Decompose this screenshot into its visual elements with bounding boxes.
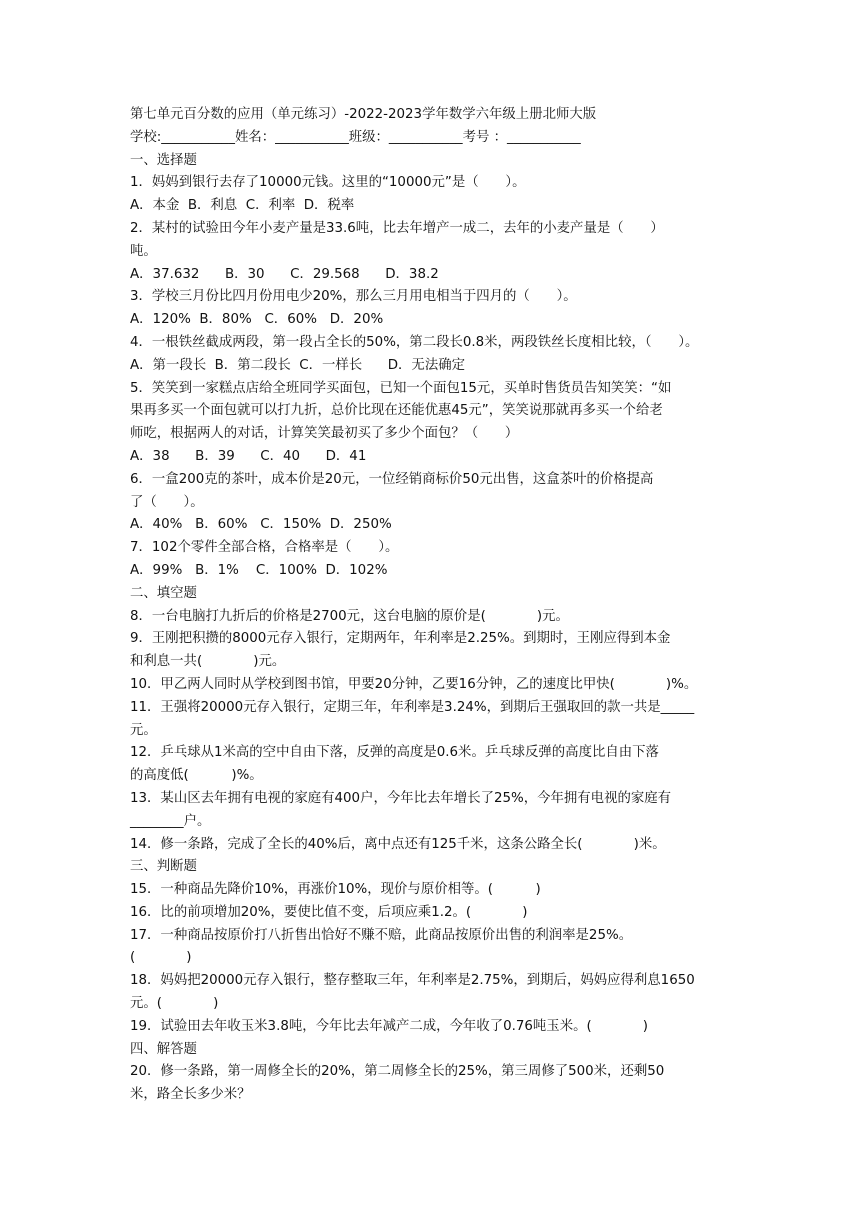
- question-17: 17．一种商品按原价打八折售出恰好不赚不赔，此商品按原价出售的利润率是25%。: [130, 927, 633, 943]
- question-14: 14．修一条路，完成了全长的40%后，离中点还有125千米，这条公路全长( )米。: [130, 836, 666, 852]
- worksheet-body: [130, 104, 732, 1107]
- question-2-cont: 吨。: [130, 243, 157, 259]
- student-info-line: 学校:___________姓名：___________班级：___________考号 ：___________: [130, 129, 581, 145]
- question-18-cont: 元。( ): [130, 996, 219, 1012]
- question-10: 10．甲乙两人同时从学校到图书馆，甲要20分钟，乙要16分钟，乙的速度比甲快( )%。: [130, 676, 698, 692]
- question-2: 2．某村的试验田今年小麦产量是33.6吨，比去年增产一成二，去年的小麦产量是（ ）: [130, 220, 664, 236]
- question-20-cont: 米，路全长多少米？: [130, 1087, 251, 1103]
- worksheet-title: 第七单元百分数的应用（单元练习）-2022-2023学年数学六年级上册北师大版: [130, 107, 597, 122]
- question-4-options: A．第一段长 B．第二段长 C．一样长 D．无法确定: [130, 357, 465, 373]
- question-9-cont: 和利息一共( )元。: [130, 654, 286, 670]
- question-11-cont: 元。: [130, 722, 157, 738]
- question-12: 12．乒乓球从1米高的空中自由下落，反弹的高度是0.6米。乒乓球反弹的高度比自由下落: [130, 745, 659, 761]
- question-6-cont: 了（ ）。: [130, 494, 204, 510]
- question-12-cont: 的高度低( )%。: [130, 768, 263, 784]
- question-11: 11．王强将20000元存入银行，定期三年，年利率是3.24%，到期后王强取回的款一共是_____: [130, 699, 695, 715]
- question-4: 4．一根铁丝截成两段，第一段占全长的50%，第二段长0.8米，两段铁丝长度相比较，（ ）。: [130, 334, 699, 350]
- question-1-options: A．本金 B．利息 C．利率 D．税率: [130, 198, 355, 214]
- question-5-options: A．38 B．39 C．40 D．41: [130, 448, 367, 464]
- question-5: 5．笑笑到一家糕点店给全班同学买面包，已知一个面包15元，买单时售货员告知笑笑：“如: [130, 380, 672, 396]
- question-5-cont: 果再多买一个面包就可以打九折，总价比现在还能优惠45元”，笑笑说那就再多买一个给老: [130, 403, 663, 419]
- question-6: 6．一盒200克的茶叶，成本价是20元，一位经销商标价50元出售，这盒茶叶的价格提高: [130, 471, 654, 487]
- section-heading-choice: 一、选择题: [130, 152, 197, 168]
- question-19: 19．试验田去年收玉米3.8吨，今年比去年减产二成，今年收了0.76吨玉米。( ): [130, 1018, 649, 1034]
- question-6-options: A．40% B．60% C．150% D．250%: [130, 517, 392, 533]
- question-7: 7．102个零件全部合格，合格率是（ ）。: [130, 540, 399, 556]
- question-20: 20．修一条路，第一周修全长的20%，第二周修全长的25%，第三周修了500米，还剩50: [130, 1064, 665, 1080]
- question-1: 1．妈妈到银行去存了10000元钱。这里的“10000元”是（ ）。: [130, 175, 526, 191]
- question-7-options: A．99% B．1% C．100% D．102%: [130, 562, 388, 578]
- question-17-cont: ( ): [130, 950, 192, 966]
- question-9: 9．王刚把积攒的8000元存入银行，定期两年，年利率是2.25%。到期时，王刚应得到本金: [130, 631, 671, 647]
- question-3-options: A．120% B．80% C．60% D．20%: [130, 312, 384, 328]
- question-16: 16．比的前项增加20%，要使比值不变，后项应乘1.2。( ): [130, 904, 528, 920]
- question-18: 18．妈妈把20000元存入银行，整存整取三年，年利率是2.75%，到期后，妈妈应得利息1650: [130, 973, 695, 989]
- question-15: 15．一种商品先降价10%，再涨价10%，现价与原价相等。( ): [130, 882, 541, 898]
- section-heading-judge: 三、判断题: [130, 859, 197, 875]
- section-heading-fill: 二、填空题: [130, 585, 197, 601]
- section-heading-solve: 四、解答题: [130, 1041, 197, 1057]
- question-5-cont: 师吃，根据两人的对话，计算笑笑最初买了多少个面包？（ ）: [130, 426, 519, 442]
- question-13-cont: ________户。: [130, 813, 211, 829]
- question-8: 8．一台电脑打九折后的价格是2700元，这台电脑的原价是( )元。: [130, 608, 569, 624]
- question-2-options: A．37.632 B．30 C．29.568 D．38.2: [130, 266, 439, 282]
- question-13: 13．某山区去年拥有电视的家庭有400户，今年比去年增长了25%，今年拥有电视的家庭有: [130, 790, 672, 806]
- question-3: 3．学校三月份比四月份用电少20%，那么三月用电相当于四月的（ ）。: [130, 289, 577, 305]
